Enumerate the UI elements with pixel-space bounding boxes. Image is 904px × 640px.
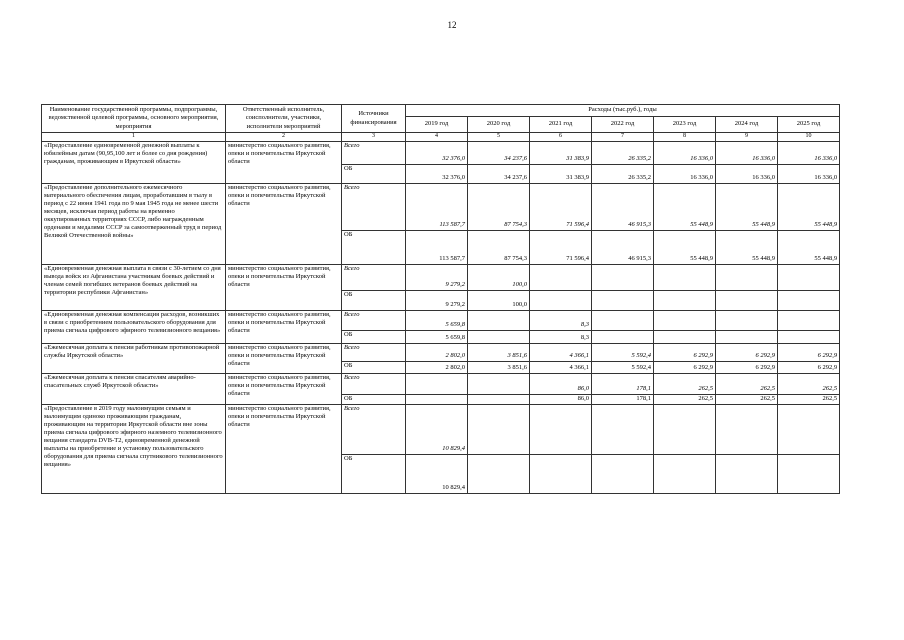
ob-value: 10 829,4 [406,454,468,493]
ob-value: 6 292,9 [716,361,778,373]
ob-value: 55 448,9 [778,230,840,264]
ob-value: 6 292,9 [654,361,716,373]
total-value: 9 279,2 [406,264,468,290]
table-row [42,310,840,330]
header-year: 2019 год [406,117,468,133]
ob-value: 262,5 [654,394,716,404]
header-year: 2021 год [530,117,592,133]
column-index: 3 [342,133,406,142]
ob-value [778,290,840,310]
total-value: 16 336,0 [654,141,716,164]
total-value: 16 336,0 [778,141,840,164]
measure-name: «Предоставление в 2019 году малоимущим семьям и малоимущим одиноко проживающим гражданам, проживающим на территории Иркутской области вне зоны приема сигнала цифрового эфирного наземного телевизионного вещания стандарта DVB-T2, единовременной денежной выплаты на приобретение и установку пользовательского оборудования для приема сигнала спутникового телевизионного вещания» [42,404,226,493]
ob-value: 113 587,7 [406,230,468,264]
total-value [592,310,654,330]
budget-table [41,104,840,494]
total-value: 4 366,1 [530,343,592,361]
total-value: 5 659,8 [406,310,468,330]
total-value: 178,1 [592,373,654,394]
ob-value [716,330,778,343]
total-value: 46 915,3 [592,183,654,230]
total-value: 31 383,9 [530,141,592,164]
measure-name: «Единовременная денежная выплата в связи с 30-летием со дня вывода войск из Афганистана участникам боевых действий и членам семей погибших ветеранов боевых действий на территории республики Афганистан» [42,264,226,310]
total-value: 8,3 [530,310,592,330]
total-value: 34 237,6 [468,141,530,164]
ob-value: 262,5 [778,394,840,404]
column-index: 10 [778,133,840,142]
total-value [654,310,716,330]
total-value [654,404,716,454]
header-year: 2024 год [716,117,778,133]
responsible-executor: министерство социального развития, опеки и попечительства Иркутской области [226,310,342,343]
page-number: 12 [447,20,457,30]
responsible-executor: министерство социального развития, опеки и попечительства Иркутской области [226,404,342,493]
ob-value [468,330,530,343]
ob-value: 4 366,1 [530,361,592,373]
total-value [716,310,778,330]
total-value [716,264,778,290]
total-value: 3 851,6 [468,343,530,361]
responsible-executor: министерство социального развития, опеки и попечительства Иркутской области [226,141,342,183]
total-value [530,264,592,290]
ob-value: 34 237,6 [468,164,530,183]
total-value: 16 336,0 [716,141,778,164]
ob-value [592,454,654,493]
source-total: Всего [342,310,406,330]
table-row [42,404,840,454]
ob-value [530,290,592,310]
ob-value: 3 851,6 [468,361,530,373]
column-index: 7 [592,133,654,142]
total-value: 113 587,7 [406,183,468,230]
ob-value: 55 448,9 [654,230,716,264]
ob-value: 5 592,4 [592,361,654,373]
header-responsible: Ответственный исполнитель, соисполнители, участники, исполнители мероприятий [226,105,342,133]
total-value [716,404,778,454]
total-value: 5 592,4 [592,343,654,361]
ob-value [530,454,592,493]
source-total: Всего [342,343,406,361]
ob-value: 178,1 [592,394,654,404]
total-value [592,404,654,454]
total-value [654,264,716,290]
column-index: 8 [654,133,716,142]
table-row [42,343,840,361]
total-value: 262,5 [716,373,778,394]
header-year: 2020 год [468,117,530,133]
ob-value: 31 383,9 [530,164,592,183]
ob-value: 71 596,4 [530,230,592,264]
table-row [42,183,840,230]
source-total: Всего [342,373,406,394]
total-value: 10 829,4 [406,404,468,454]
column-index: 2 [226,133,342,142]
ob-value [468,394,530,404]
ob-value: 100,0 [468,290,530,310]
total-value [778,310,840,330]
ob-value [468,454,530,493]
total-value: 262,5 [778,373,840,394]
header-index-row [42,133,840,142]
ob-value: 16 336,0 [716,164,778,183]
ob-value: 6 292,9 [778,361,840,373]
header-program: Наименование государственной программы, подпрограммы, ведомственной целевой программы, основного мероприятия, мероприятия [42,105,226,133]
total-value [468,373,530,394]
ob-value: 5 659,8 [406,330,468,343]
ob-value: 262,5 [716,394,778,404]
responsible-executor: министерство социального развития, опеки и попечительства Иркутской области [226,373,342,404]
source-ob: ОБ [342,330,406,343]
total-value: 55 448,9 [716,183,778,230]
total-value [778,404,840,454]
column-index: 5 [468,133,530,142]
source-total: Всего [342,264,406,290]
table-row [42,373,840,394]
source-total: Всего [342,404,406,454]
ob-value: 9 279,2 [406,290,468,310]
measure-name: «Ежемесячная доплата к пенсии работникам противопожарной службы Иркутской области» [42,343,226,373]
ob-value [654,454,716,493]
total-value: 2 802,0 [406,343,468,361]
total-value: 86,0 [530,373,592,394]
ob-value: 32 376,0 [406,164,468,183]
ob-value: 87 754,3 [468,230,530,264]
column-index: 9 [716,133,778,142]
ob-value: 86,0 [530,394,592,404]
total-value [530,404,592,454]
ob-value [716,290,778,310]
total-value: 87 754,3 [468,183,530,230]
total-value: 55 448,9 [654,183,716,230]
measure-name: «Предоставление дополнительного ежемесячного материального обеспечения лицам, проработавшим в тылу в период с 22 июня 1941 года по 9 мая 1945 года не менее шести месяцев, исключая период работы на временно оккупированных территориях СССР, либо награжденным орденами и медалями СССР за самоотверженный труд в период Великой Отечественной войны» [42,183,226,264]
ob-value: 46 915,3 [592,230,654,264]
measure-name: «Единовременная денежная компенсация расходов, возникших в связи с приобретением пользовательского оборудования для приема сигнала цифрового эфирного телевизионного вещания» [42,310,226,343]
column-index: 6 [530,133,592,142]
ob-value [592,290,654,310]
source-ob: ОБ [342,394,406,404]
total-value: 55 448,9 [778,183,840,230]
source-total: Всего [342,183,406,230]
header-year: 2025 год [778,117,840,133]
total-value [468,404,530,454]
header-year: 2022 год [592,117,654,133]
total-value: 100,0 [468,264,530,290]
total-value: 32 376,0 [406,141,468,164]
ob-value: 26 335,2 [592,164,654,183]
header-source: Источники финансирования [342,105,406,133]
total-value [778,264,840,290]
table-row [42,264,840,290]
column-index: 1 [42,133,226,142]
ob-value: 16 336,0 [778,164,840,183]
source-ob: ОБ [342,230,406,264]
header-year: 2023 год [654,117,716,133]
total-value [468,310,530,330]
ob-value: 2 802,0 [406,361,468,373]
table-row [42,141,840,164]
source-ob: ОБ [342,454,406,493]
ob-value: 16 336,0 [654,164,716,183]
source-ob: ОБ [342,290,406,310]
total-value [406,373,468,394]
total-value: 6 292,9 [778,343,840,361]
column-index: 4 [406,133,468,142]
responsible-executor: министерство социального развития, опеки и попечительства Иркутской области [226,343,342,373]
total-value: 71 596,4 [530,183,592,230]
ob-value [654,290,716,310]
source-total: Всего [342,141,406,164]
total-value: 6 292,9 [654,343,716,361]
total-value: 6 292,9 [716,343,778,361]
total-value: 26 335,2 [592,141,654,164]
ob-value [778,330,840,343]
responsible-executor: министерство социального развития, опеки и попечительства Иркутской области [226,264,342,310]
ob-value [654,330,716,343]
ob-value [406,394,468,404]
source-ob: ОБ [342,361,406,373]
ob-value: 55 448,9 [716,230,778,264]
ob-value: 8,3 [530,330,592,343]
header-expenses: Расходы (тыс.руб.), годы [406,105,840,117]
total-value [592,264,654,290]
ob-value [778,454,840,493]
measure-name: «Предоставление единовременной денежной выплаты к юбилейным датам (90,95,100 лет и более со дня рождения) гражданам, проживающим в Иркутской области» [42,141,226,183]
measure-name: «Ежемесячная доплата к пенсии спасателям аварийно-спасательных служб Иркутской области» [42,373,226,404]
total-value: 262,5 [654,373,716,394]
responsible-executor: министерство социального развития, опеки и попечительства Иркутской области [226,183,342,264]
ob-value [716,454,778,493]
ob-value [592,330,654,343]
source-ob: ОБ [342,164,406,183]
